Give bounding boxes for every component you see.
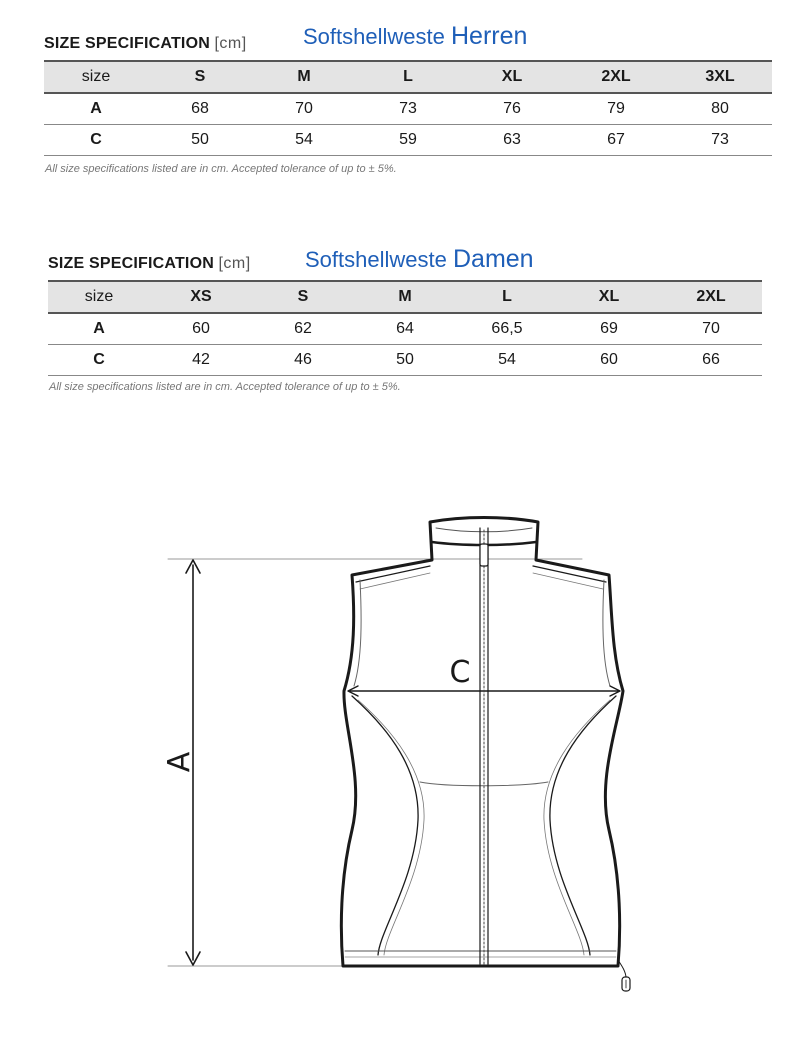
table-cell: 67 [564,125,668,156]
row-label: C [44,125,148,156]
column-header: M [252,61,356,93]
spec-unit: [cm] [214,35,247,52]
table-cell: 63 [460,125,564,156]
spec-unit: [cm] [218,255,251,272]
table-cell: 62 [252,313,354,345]
product-name: Softshellweste [305,247,447,272]
column-header: size [44,61,148,93]
table-cell: 79 [564,93,668,125]
table-cell: 50 [354,345,456,376]
table-cell: 73 [668,125,772,156]
row-label: C [48,345,150,376]
column-header: 2XL [660,281,762,313]
center-zipper [480,528,488,964]
column-header: XL [460,61,564,93]
table-cell: 69 [558,313,660,345]
column-header: size [48,281,150,313]
tolerance-note: All size specifications listed are in cm. Accepted tolerance of up to ± 5%. [49,381,401,393]
table-cell: 73 [356,93,460,125]
table-cell: 59 [356,125,460,156]
table-cell: 68 [148,93,252,125]
length-measure-label: A [162,751,197,773]
row-label: A [44,93,148,125]
column-header: XS [150,281,252,313]
table-cell: 54 [456,345,558,376]
row-label: A [48,313,150,345]
column-header: XL [558,281,660,313]
table-cell: 50 [148,125,252,156]
spec-title: SIZE SPECIFICATION [48,255,214,272]
column-header: 3XL [668,61,772,93]
vest-outline [341,518,623,967]
table-cell: 54 [252,125,356,156]
product-variant: Damen [452,245,534,273]
product-variant: Herren [450,22,528,50]
table-cell: 46 [252,345,354,376]
table-cell: 70 [252,93,356,125]
table-cell: 64 [354,313,456,345]
table-cell: 60 [150,313,252,345]
column-header: S [252,281,354,313]
table-cell: 70 [660,313,762,345]
product-name: Softshellweste [303,24,445,49]
princess-seam [352,696,418,955]
column-header: M [354,281,456,313]
table-cell: 76 [460,93,564,125]
column-header: L [356,61,460,93]
table-cell: 66 [660,345,762,376]
tolerance-note: All size specifications listed are in cm. Accepted tolerance of up to ± 5%. [45,163,397,175]
chest-measure-label: C [449,655,471,690]
spec-title: SIZE SPECIFICATION [44,35,210,52]
column-header: L [456,281,558,313]
table-cell: 60 [558,345,660,376]
column-header: 2XL [564,61,668,93]
table-cell: 80 [668,93,772,125]
table-cell: 42 [150,345,252,376]
table-cell: 66,5 [456,313,558,345]
column-header: S [148,61,252,93]
drawcord-toggle-icon [618,960,630,991]
